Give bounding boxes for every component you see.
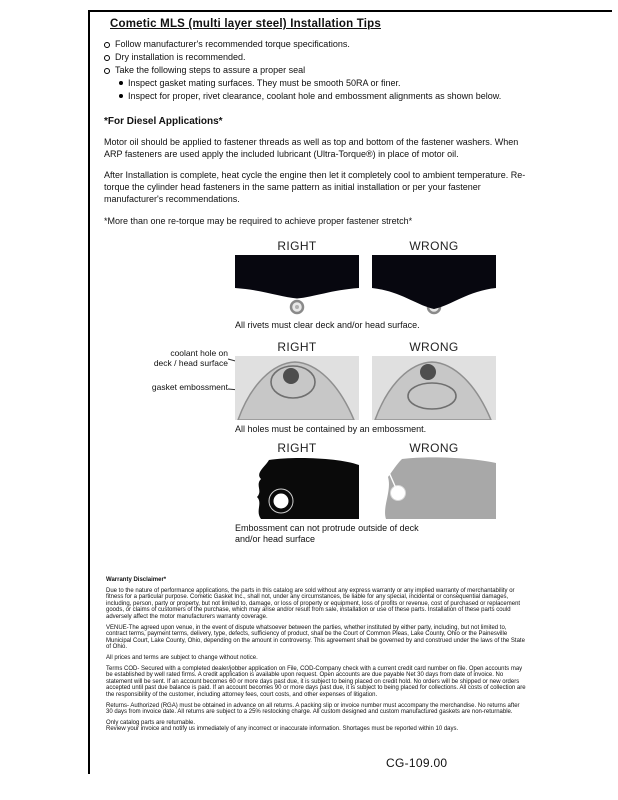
- embossment-wrong-figure: [372, 457, 496, 519]
- rivet-clearance-wrong-diagram: [372, 255, 496, 317]
- open-bullet-icon: [104, 68, 110, 74]
- disclaimer-paragraph: Only catalog parts are returnable.: [106, 719, 196, 726]
- diesel-paragraph-2: After Installation is complete, heat cycle the engine then let it completely cool to ambient temperature. Re-torque the cylinder head fasteners in the same pattern as initial installation or per your fastener manufacturer's recommendations.: [104, 170, 526, 204]
- coolant-hole-label-line2: deck / head surface: [153, 357, 228, 368]
- disclaimer-paragraph: VENUE-The agreed upon venue, in the event of dispute whatsoever between the parties, whether instituted by either party, including, but not limited to, contract terms, payment terms, delivery, type, defects, sufficiency of product, shall be the Court of Common Pleas, Lake County, Ohio or the Painesville Municipal Court, Lake County, Ohio, depending on the amount in controversy. This agreement shall be governed by and construed under the laws of the State of Ohio.: [106, 624, 525, 651]
- disclaimer-paragraph: All prices and terms are subject to change without notice.: [106, 654, 258, 661]
- wrong-column-label: WRONG: [409, 441, 459, 455]
- tips-list: [104, 38, 548, 103]
- embossment-right-figure: [235, 457, 359, 519]
- filled-bullet-icon: [119, 81, 123, 85]
- right-column-label: RIGHT: [277, 441, 317, 455]
- open-bullet-icon: [104, 42, 110, 48]
- tip-item: [104, 38, 548, 51]
- disclaimer-paragraph: Returns- Authorized (RGA) must be obtained in advance on all returns. A packing slip or invoice number must accompany the merchandise. No returns after 30 days from invoice date. All returns are subject to a 25% restocking charge. All custom designed and custom manufactured gaskets are non-returnable.: [106, 702, 520, 716]
- disclaimer-paragraph: Due to the nature of performance applications, the parts in this catalog are sold without any express warranty or any implied warranty of merchantability or fitness for a particular purpose. Cometic Gasket Inc., shall not, under any circumstances, be liable for any special, incidental or consequential damages, including, person, party or property, but not limited to, damage, or loss of property or equipment, loss of profits or revenue, cost of purchased or replacement goods, or claims of customers of the purchase, which may arise and/or result from sale, installation or use of these parts. Installation of these parts could adversely affect the motor manufacturers warranty coverage.: [106, 587, 521, 620]
- rivet-clearance-right-diagram: [235, 255, 359, 317]
- right-column-label: RIGHT: [277, 239, 317, 253]
- page-code: CG-109.00: [386, 756, 448, 770]
- page-content: [104, 18, 548, 737]
- rivet-right-figure: [235, 255, 359, 317]
- coolant-hole-wrong-figure: [372, 356, 496, 420]
- filled-bullet-icon: [119, 94, 123, 98]
- coolant-hole-right-diagram: [235, 356, 359, 420]
- gasket-embossment-label: gasket embossment: [151, 382, 228, 392]
- embossment-wrong-diagram: [372, 457, 496, 519]
- rivets-caption: All rivets must clear deck and/or head surface.: [235, 320, 420, 330]
- tip-text: Take the following steps to assure a proper seal: [115, 65, 306, 75]
- sub-tip-text: Inspect for proper, rivet clearance, coolant hole and embossment alignments as shown below.: [128, 91, 502, 101]
- sub-tip-item: [119, 90, 548, 103]
- warranty-disclaimer: [106, 577, 526, 733]
- tip-text: Dry installation is recommended.: [115, 52, 246, 62]
- instruction-figures: [151, 239, 532, 551]
- disclaimer-heading: Warranty Disclaimer*: [106, 577, 167, 583]
- retorque-note: *More than one re-torque may be required to achieve proper fastener stretch*: [104, 216, 413, 226]
- page-title: Cometic MLS (multi layer steel) Installation Tips: [110, 18, 381, 30]
- coolant-hole-label: [128, 349, 228, 368]
- diesel-paragraph-1: Motor oil should be applied to fastener threads as well as top and bottom of the fastener washers. When ARP fasteners are used apply the included lubricant (Ultra-Torque®) in place of motor oil.: [104, 137, 519, 159]
- right-column-label: RIGHT: [277, 340, 317, 354]
- disclaimer-paragraph: Terms COD- Secured with a completed dealer/jobber application on File, COD-Company check with a current credit card number on file. Open accounts may be established by well rated firms. A credit application is available upon request. Open accounts are due payable Net 30 days from date of invoice. No statement will be sent. If an account becomes 60 or more days past due, it is subject to being placed on credit hold. No orders will be shipped or new orders accepted until past due balance is paid. If an account becomes 90 or more days past due, it is subject to being placed for collections. All costs of collection are the responsibility of the customer, including attorney fees, court costs, and other expenses of litigation.: [106, 665, 526, 698]
- tip-item: [104, 64, 548, 77]
- coolant-hole-wrong-diagram: [372, 356, 496, 420]
- wrong-column-label: WRONG: [409, 340, 459, 354]
- coolant-hole-right-figure: [235, 356, 359, 420]
- tip-text: Follow manufacturer's recommended torque specifications.: [115, 39, 350, 49]
- open-bullet-icon: [104, 55, 110, 61]
- rivet-wrong-figure: [372, 255, 496, 317]
- sub-tip-text: Inspect gasket mating surfaces. They must be smooth 50RA or finer.: [128, 78, 401, 88]
- wrong-column-label: WRONG: [409, 239, 459, 253]
- embossment-caption: Embossment can not protrude outside of deck and/or head surface: [235, 523, 419, 544]
- holes-caption: All holes must be contained by an embossment.: [235, 424, 427, 434]
- embossment-right-diagram: [235, 457, 359, 519]
- disclaimer-paragraph: Review your invoice and notify us immediately of any incorrect or inaccurate information. Shortages must be reported within 10 days.: [106, 726, 459, 733]
- tip-item: [104, 51, 548, 64]
- coolant-hole-label-line1: coolant hole on: [170, 348, 228, 358]
- diesel-applications-heading: *For Diesel Applications*: [104, 116, 223, 127]
- sub-tip-item: [119, 77, 548, 90]
